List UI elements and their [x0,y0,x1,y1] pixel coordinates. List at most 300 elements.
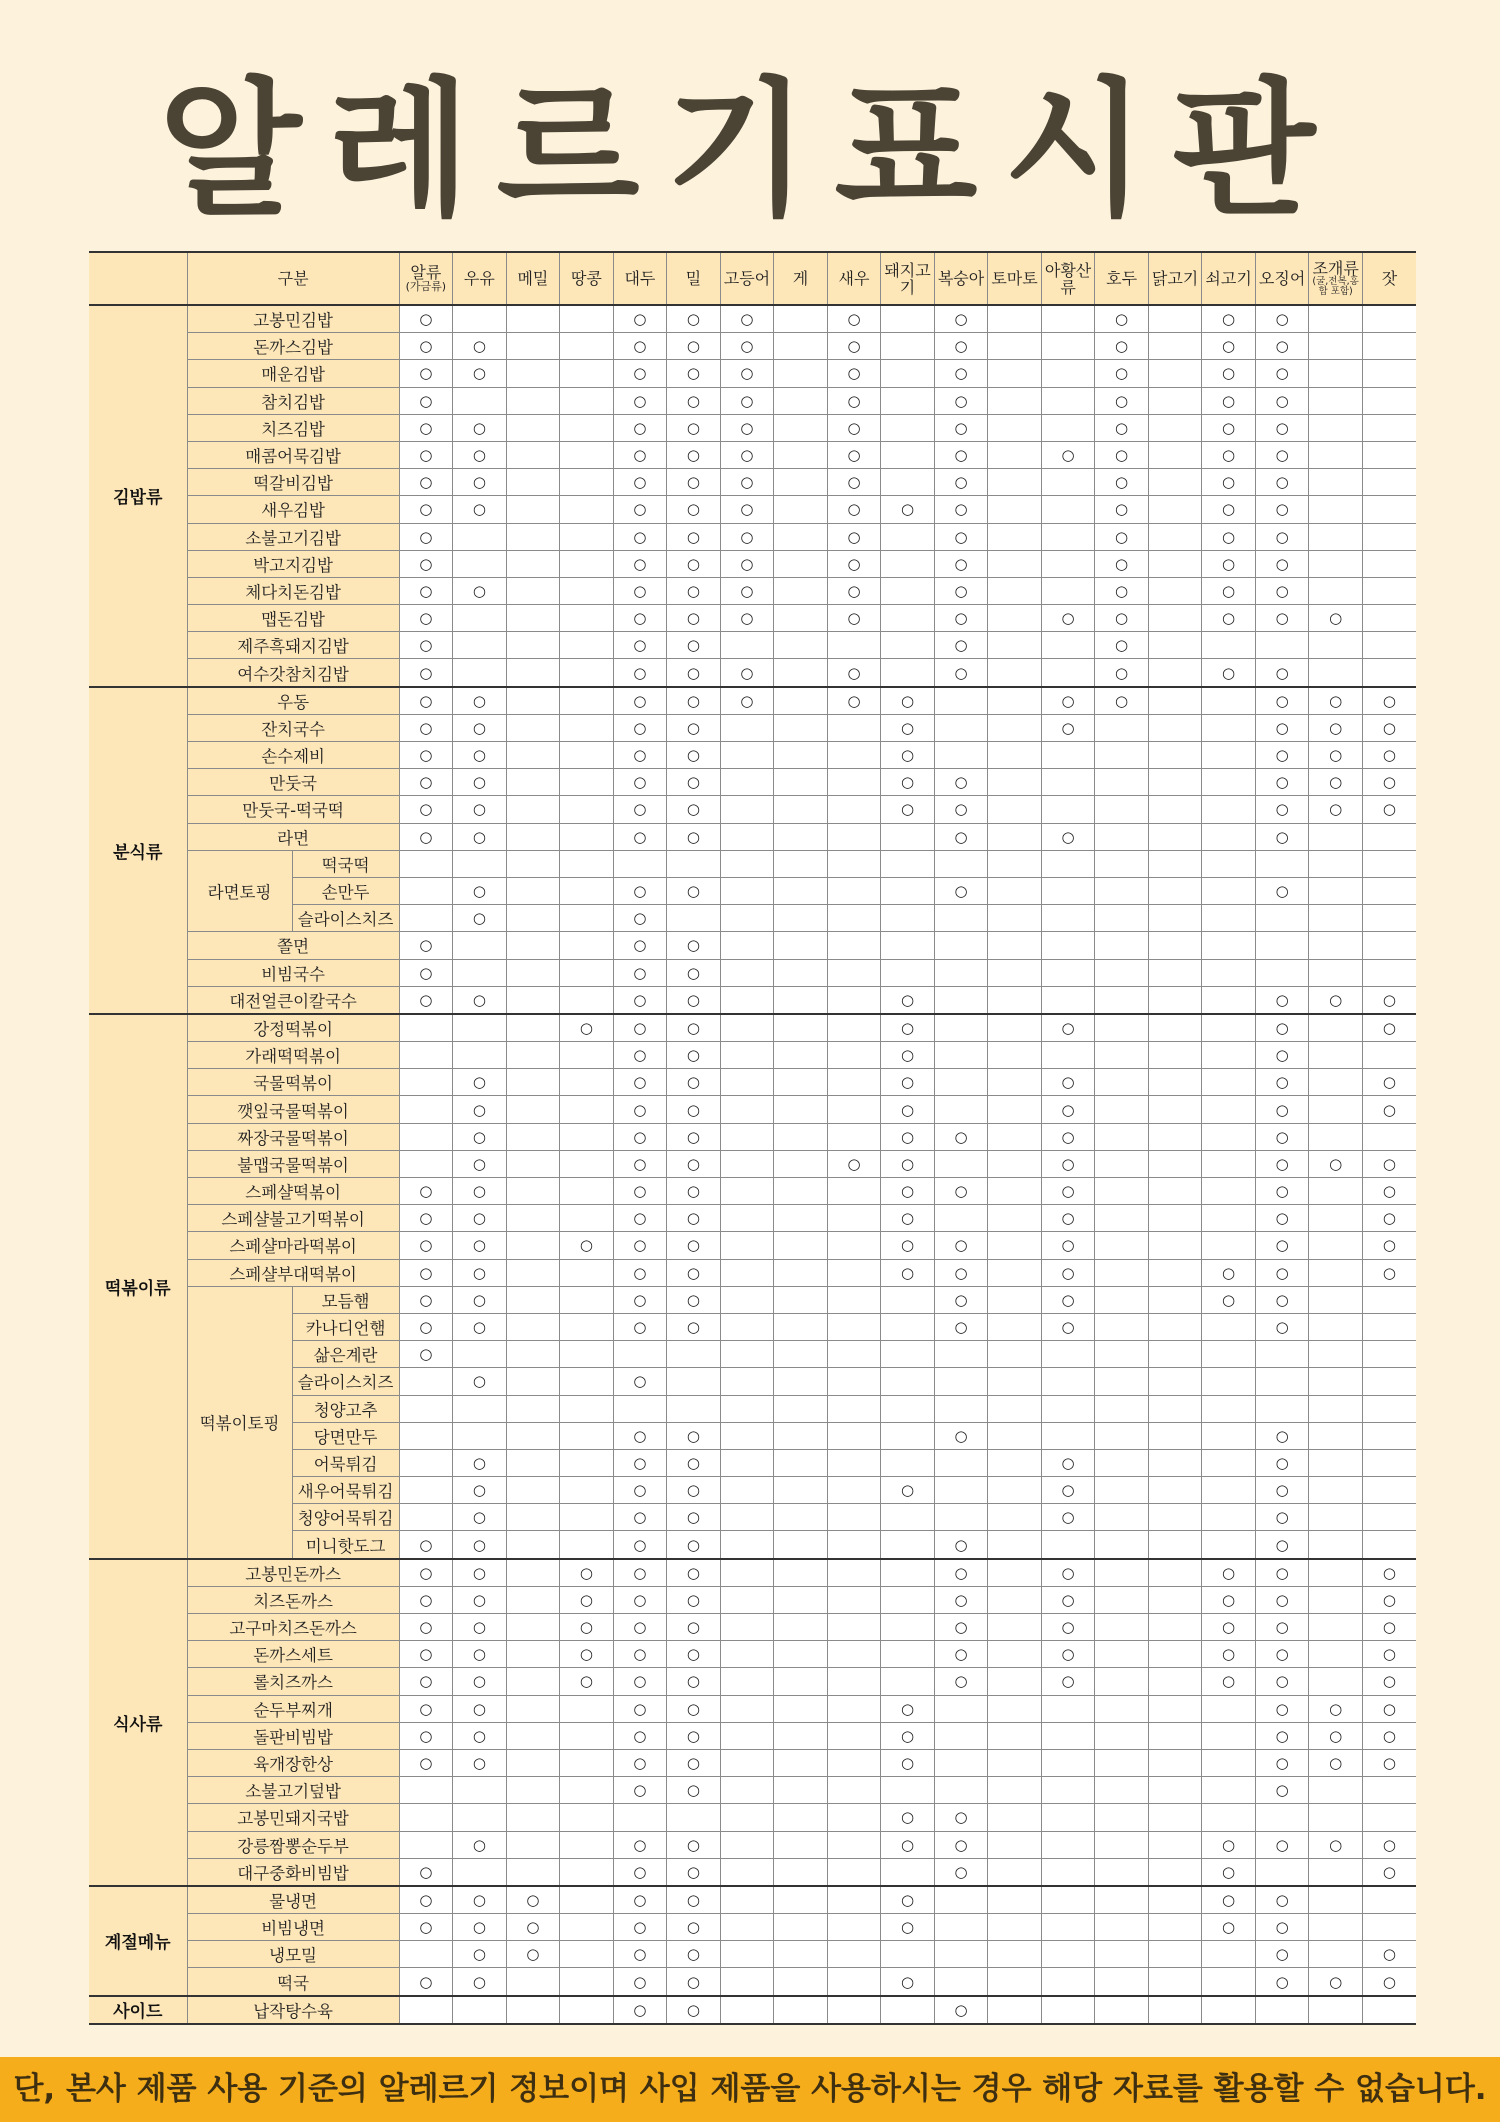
allergen-mark-cell [506,687,560,715]
subgroup-label: 떡볶이토핑 [187,1286,292,1558]
allergen-mark-cell [506,850,560,877]
allergen-name: 돼지고기 [884,260,931,297]
allergen-mark-cell [827,1069,881,1096]
allergen-mark-cell [560,769,614,796]
allergen-mark-cell [720,1749,774,1776]
allergen-mark-cell: ○ [1095,496,1149,523]
allergen-mark-cell: ○ [827,550,881,577]
allergen-mark-cell [827,714,881,741]
table-row [89,1996,1416,2024]
allergen-mark-cell [399,850,453,877]
allergen-mark-cell: ○ [613,959,667,986]
allergen-mark-cell: ○ [1202,605,1256,632]
allergen-mark-cell [1202,1504,1256,1531]
allergen-mark-cell [774,742,828,769]
allergen-mark-cell [453,523,507,550]
allergen-mark-cell: ○ [453,1941,507,1968]
menu-item-label: 슬라이스치즈 [292,1368,399,1395]
allergen-mark-cell [988,932,1042,959]
menu-item-label: 스페샬떡볶이 [187,1178,399,1205]
allergen-mark-cell [1095,1749,1149,1776]
menu-item-label: 소불고기덮밥 [187,1777,399,1804]
allergen-name: 호두 [1106,269,1138,288]
table-row [89,1123,1416,1150]
allergen-mark-cell: ○ [667,1749,721,1776]
allergen-mark-cell: ○ [1041,441,1095,468]
allergen-mark-cell [1362,414,1416,441]
allergen-mark-cell [506,1178,560,1205]
menu-item-label: 비빔냉면 [187,1914,399,1941]
allergen-mark-cell [1148,1232,1202,1259]
allergen-mark-cell [613,1341,667,1368]
table-row [89,632,1416,659]
allergen-mark-cell: ○ [399,1858,453,1886]
allergen-mark-cell [1148,605,1202,632]
allergen-mark-cell [827,1968,881,1996]
allergen-mark-cell [1309,1341,1363,1368]
allergen-mark-cell [934,1695,988,1722]
allergen-mark-cell: ○ [613,823,667,850]
allergen-mark-cell [1362,1123,1416,1150]
allergen-mark-cell: ○ [827,523,881,550]
allergen-mark-cell [560,605,614,632]
allergen-mark-cell [1309,1614,1363,1641]
allergen-mark-cell [1309,632,1363,659]
allergen-mark-cell: ○ [1362,1178,1416,1205]
allergen-mark-cell [720,1586,774,1613]
allergen-mark-cell [399,1504,453,1531]
allergen-mark-cell: ○ [613,414,667,441]
allergen-mark-cell: ○ [667,1069,721,1096]
allergen-mark-cell [1041,414,1095,441]
category-label: 김밥류 [89,305,187,687]
allergen-mark-cell: ○ [934,469,988,496]
allergen-mark-cell [774,687,828,715]
allergen-mark-cell [988,823,1042,850]
allergen-mark-cell [560,1341,614,1368]
allergen-mark-cell: ○ [720,333,774,360]
allergen-mark-cell [1362,1313,1416,1340]
allergen-mark-cell [1095,1150,1149,1177]
allergen-mark-cell: ○ [1255,1069,1309,1096]
allergen-mark-cell: ○ [827,441,881,468]
allergen-mark-cell: ○ [1255,1749,1309,1776]
allergen-mark-cell [1202,742,1256,769]
allergen-mark-cell: ○ [667,959,721,986]
allergen-mark-cell [1202,1968,1256,1996]
allergen-mark-cell [988,1531,1042,1559]
allergen-mark-cell [988,1395,1042,1422]
allergen-mark-cell: ○ [720,523,774,550]
allergen-mark-cell [720,1150,774,1177]
allergen-mark-cell [1309,1804,1363,1831]
allergen-mark-cell [560,1368,614,1395]
allergen-mark-cell [827,1886,881,1914]
allergen-mark-cell: ○ [881,1259,935,1286]
menu-item-label: 카나디언햄 [292,1313,399,1340]
allergen-mark-cell: ○ [1255,1668,1309,1695]
allergen-mark-cell [988,905,1042,932]
allergen-mark-cell: ○ [453,1914,507,1941]
allergen-mark-cell: ○ [667,1504,721,1531]
allergen-mark-cell: ○ [399,333,453,360]
allergen-mark-cell: ○ [613,1968,667,1996]
menu-item-label: 청양어묵튀김 [292,1504,399,1531]
allergen-header [720,252,774,305]
allergen-mark-cell [1309,823,1363,850]
allergen-mark-cell: ○ [399,742,453,769]
allergen-mark-cell [1202,1150,1256,1177]
menu-item-label: 돈까스세트 [187,1641,399,1668]
allergen-mark-cell: ○ [1202,1831,1256,1858]
allergen-mark-cell: ○ [453,1831,507,1858]
allergen-mark-cell: ○ [399,1886,453,1914]
allergen-mark-cell: ○ [881,1150,935,1177]
allergen-mark-cell [1095,1858,1149,1886]
allergen-mark-cell [774,1749,828,1776]
allergen-mark-cell [453,605,507,632]
allergen-mark-cell [1309,1178,1363,1205]
allergen-mark-cell: ○ [1041,823,1095,850]
allergen-mark-cell [506,1096,560,1123]
allergen-mark-cell: ○ [667,1531,721,1559]
allergen-mark-cell [1309,333,1363,360]
allergen-mark-cell [827,1668,881,1695]
allergen-header [881,252,935,305]
allergen-mark-cell [934,986,988,1014]
allergen-mark-cell [774,496,828,523]
allergen-mark-cell: ○ [453,986,507,1014]
allergen-mark-cell: ○ [720,550,774,577]
allergen-mark-cell [1362,360,1416,387]
allergen-mark-cell [1362,1477,1416,1504]
allergen-mark-cell [1095,1831,1149,1858]
allergen-mark-cell [881,850,935,877]
allergy-table [89,251,1416,2025]
allergen-mark-cell [881,1313,935,1340]
allergen-mark-cell [1095,1531,1149,1559]
allergen-mark-cell [1202,1096,1256,1123]
allergen-mark-cell [1148,1695,1202,1722]
allergen-mark-cell [881,1422,935,1449]
menu-item-label: 제주흑돼지김밥 [187,632,399,659]
allergen-mark-cell [453,959,507,986]
allergen-mark-cell [1309,905,1363,932]
allergen-mark-cell [399,1804,453,1831]
allergen-mark-cell [774,1232,828,1259]
allergen-mark-cell: ○ [1362,986,1416,1014]
allergen-mark-cell [1095,1178,1149,1205]
allergen-mark-cell [1309,1777,1363,1804]
allergen-mark-cell: ○ [667,441,721,468]
allergen-mark-cell: ○ [934,1531,988,1559]
allergen-mark-cell: ○ [613,1178,667,1205]
menu-item-label: 떡국떡 [292,850,399,877]
allergen-mark-cell: ○ [1255,1232,1309,1259]
allergen-mark-cell [560,1259,614,1286]
allergen-mark-cell: ○ [1202,414,1256,441]
allergen-mark-cell [774,550,828,577]
allergen-mark-cell [1202,1722,1256,1749]
allergen-mark-cell [827,1804,881,1831]
allergen-mark-cell [827,1313,881,1340]
allergen-mark-cell [1202,1069,1256,1096]
allergen-mark-cell: ○ [934,1286,988,1313]
table-row [89,387,1416,414]
allergen-mark-cell [560,1749,614,1776]
allergen-mark-cell [934,905,988,932]
allergen-mark-cell [506,1831,560,1858]
allergen-mark-cell: ○ [667,1042,721,1069]
allergen-mark-cell: ○ [613,441,667,468]
menu-item-label: 손수제비 [187,742,399,769]
allergen-mark-cell [720,1968,774,1996]
allergen-mark-cell [827,1096,881,1123]
allergen-mark-cell [1202,632,1256,659]
allergen-mark-cell: ○ [1255,1123,1309,1150]
allergen-mark-cell [934,1449,988,1476]
allergen-mark-cell: ○ [399,523,453,550]
allergen-mark-cell [1148,1368,1202,1395]
allergen-mark-cell: ○ [1041,1449,1095,1476]
allergen-mark-cell [720,1014,774,1042]
allergen-mark-cell [1148,360,1202,387]
allergen-mark-cell: ○ [613,550,667,577]
allergen-mark-cell: ○ [399,1286,453,1313]
allergen-mark-cell: ○ [399,1205,453,1232]
allergen-header [1041,252,1095,305]
allergen-mark-cell: ○ [1255,1178,1309,1205]
allergen-mark-cell: ○ [613,305,667,333]
allergen-mark-cell [988,1831,1042,1858]
allergen-mark-cell [988,1368,1042,1395]
allergen-mark-cell [720,1178,774,1205]
allergen-mark-cell [774,1886,828,1914]
allergen-mark-cell: ○ [881,1914,935,1941]
allergen-mark-cell [1202,1042,1256,1069]
allergen-mark-cell [827,823,881,850]
allergen-mark-cell [881,387,935,414]
allergen-mark-cell: ○ [934,1232,988,1259]
allergen-mark-cell [1309,1313,1363,1340]
allergen-mark-cell [720,769,774,796]
allergen-name: 메밀 [517,269,549,288]
allergen-mark-cell [1095,1096,1149,1123]
allergen-mark-cell [1148,1123,1202,1150]
allergen-mark-cell [720,1831,774,1858]
allergen-mark-cell: ○ [667,469,721,496]
allergen-mark-cell [1041,959,1095,986]
allergen-mark-cell [720,1614,774,1641]
allergen-mark-cell [506,550,560,577]
allergen-mark-cell [720,1069,774,1096]
allergen-mark-cell [506,414,560,441]
allergen-mark-cell: ○ [827,659,881,687]
allergen-mark-cell [934,1150,988,1177]
allergen-mark-cell: ○ [1041,1205,1095,1232]
allergen-mark-cell [827,1777,881,1804]
allergen-mark-cell [506,1858,560,1886]
allergen-mark-cell [1202,1368,1256,1395]
allergen-mark-cell [1309,1259,1363,1286]
allergen-mark-cell [506,360,560,387]
allergen-mark-cell [560,469,614,496]
allergen-mark-cell [934,1096,988,1123]
allergen-mark-cell [1095,1586,1149,1613]
allergen-mark-cell: ○ [560,1232,614,1259]
allergen-mark-cell [1362,605,1416,632]
allergen-mark-cell: ○ [399,1178,453,1205]
allergen-mark-cell: ○ [613,523,667,550]
allergen-mark-cell [988,1069,1042,1096]
allergen-mark-cell: ○ [1255,1259,1309,1286]
allergen-mark-cell: ○ [399,305,453,333]
allergen-mark-cell [720,959,774,986]
allergen-mark-cell [988,1777,1042,1804]
allergen-mark-cell [827,850,881,877]
allergen-mark-cell [1202,932,1256,959]
allergen-mark-cell [1309,959,1363,986]
allergen-mark-cell: ○ [1255,1150,1309,1177]
allergen-mark-cell [1202,1531,1256,1559]
allergen-mark-cell [1309,1123,1363,1150]
allergen-mark-cell [560,441,614,468]
allergen-mark-cell [881,1586,935,1613]
allergen-mark-cell [774,1422,828,1449]
allergen-mark-cell [1095,1449,1149,1476]
allergen-mark-cell [720,1941,774,1968]
menu-item-label: 쫄면 [187,932,399,959]
allergen-mark-cell [774,823,828,850]
allergen-mark-cell [399,1069,453,1096]
allergen-mark-cell [1148,577,1202,604]
allergen-mark-cell [934,1042,988,1069]
allergen-mark-cell [988,1042,1042,1069]
allergen-mark-cell [827,1996,881,2024]
allergen-header [667,252,721,305]
allergen-mark-cell: ○ [667,877,721,904]
allergen-mark-cell [774,1996,828,2024]
allergen-mark-cell [506,1069,560,1096]
allergen-mark-cell: ○ [1362,1668,1416,1695]
allergen-mark-cell [881,577,935,604]
allergen-mark-cell [506,441,560,468]
allergen-mark-cell [988,1014,1042,1042]
allergen-mark-cell [988,1858,1042,1886]
allergen-mark-cell: ○ [613,1831,667,1858]
allergen-mark-cell [560,1205,614,1232]
allergen-mark-cell [1202,850,1256,877]
allergen-mark-cell: ○ [667,1831,721,1858]
allergen-mark-cell [827,1559,881,1587]
allergen-mark-cell: ○ [1309,1695,1363,1722]
allergen-mark-cell [506,1641,560,1668]
allergen-mark-cell: ○ [399,1232,453,1259]
allergen-mark-cell: ○ [453,1586,507,1613]
allergen-mark-cell [1362,1777,1416,1804]
allergen-mark-cell [881,360,935,387]
allergen-mark-cell [560,905,614,932]
allergen-mark-cell [1362,496,1416,523]
allergen-mark-cell: ○ [667,1205,721,1232]
allergen-mark-cell [560,360,614,387]
footer-note: 단, 본사 제품 사용 기준의 알레르기 정보이며 사입 제품을 사용하시는 경우 해당 자료를 활용할 수 없습니다. [0,2057,1500,2122]
allergen-mark-cell [1148,469,1202,496]
allergen-mark-cell [667,1341,721,1368]
allergen-mark-cell [720,1096,774,1123]
menu-item-label: 고봉민돼지국밥 [187,1804,399,1831]
allergen-mark-cell: ○ [1041,687,1095,715]
allergen-mark-cell [1255,632,1309,659]
table-row [89,605,1416,632]
allergen-mark-cell [560,932,614,959]
allergen-mark-cell [1148,550,1202,577]
allergen-mark-cell [1041,333,1095,360]
table-row [89,441,1416,468]
allergen-mark-cell [506,905,560,932]
allergen-mark-cell: ○ [399,577,453,604]
allergen-mark-cell [560,523,614,550]
allergen-mark-cell [881,550,935,577]
allergen-mark-cell [988,577,1042,604]
allergen-mark-cell: ○ [667,1722,721,1749]
allergen-mark-cell [506,1722,560,1749]
allergen-mark-cell [774,1531,828,1559]
allergen-mark-cell: ○ [720,360,774,387]
allergen-mark-cell [774,1368,828,1395]
allergen-mark-cell [1362,659,1416,687]
allergen-mark-cell [506,1014,560,1042]
allergen-mark-cell [827,1477,881,1504]
allergen-mark-cell: ○ [667,414,721,441]
allergen-mark-cell [506,577,560,604]
allergen-mark-cell [720,1286,774,1313]
allergen-mark-cell [560,1914,614,1941]
allergen-mark-cell [1041,742,1095,769]
allergen-mark-cell [1255,1858,1309,1886]
allergen-mark-cell [988,959,1042,986]
allergen-mark-cell [774,959,828,986]
allergen-mark-cell [506,387,560,414]
allergen-mark-cell: ○ [1255,1014,1309,1042]
allergen-mark-cell: ○ [1255,823,1309,850]
allergen-mark-cell: ○ [934,1586,988,1613]
allergen-mark-cell: ○ [667,1150,721,1177]
allergen-name: 밀 [685,269,702,288]
allergen-mark-cell [827,1449,881,1476]
allergen-mark-cell [881,523,935,550]
allergen-mark-cell: ○ [720,659,774,687]
allergen-mark-cell: ○ [1095,360,1149,387]
allergen-mark-cell [774,1150,828,1177]
allergen-header [1255,252,1309,305]
allergen-mark-cell [988,1722,1042,1749]
allergen-mark-cell [1309,877,1363,904]
allergen-mark-cell [1095,823,1149,850]
allergen-mark-cell: ○ [881,796,935,823]
allergen-mark-cell [827,986,881,1014]
allergen-mark-cell [453,659,507,687]
allergen-mark-cell [988,1996,1042,2024]
allergen-mark-cell [1041,986,1095,1014]
allergen-mark-cell [881,1531,935,1559]
table-body [89,305,1416,2024]
allergen-mark-cell: ○ [1362,1014,1416,1042]
menu-item-label: 국물떡볶이 [187,1069,399,1096]
allergen-mark-cell [399,877,453,904]
allergen-mark-cell: ○ [1255,659,1309,687]
allergen-mark-cell [1148,1614,1202,1641]
